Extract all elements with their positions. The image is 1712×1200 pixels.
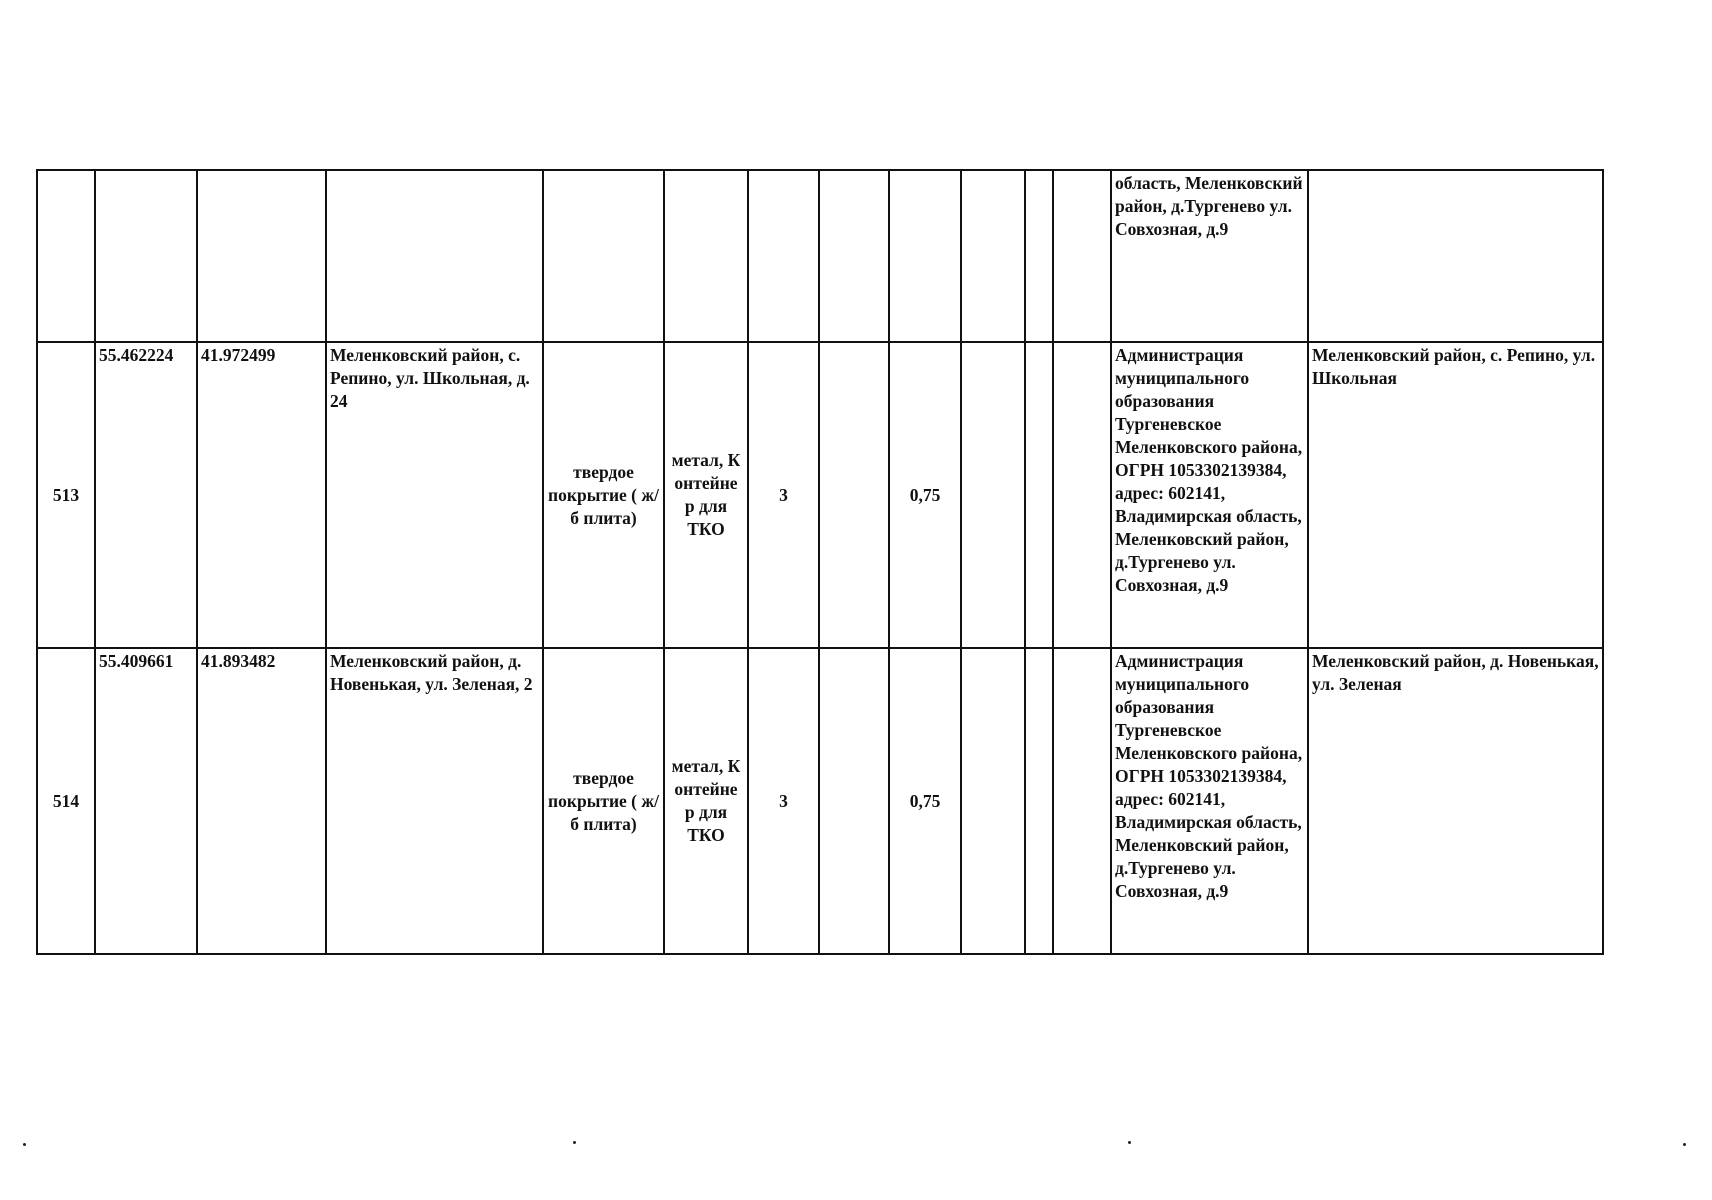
cell-surface: твердое покрытие ( ж/б плита) <box>543 648 664 954</box>
cell-owner: Администрация муниципального образования Тургеневское Меленковского района, ОГРН 1053302139384, адрес: 602141, Владимирская область, Меленковский район, д.Тургенево ул. Совхозная, д.9 <box>1111 648 1308 954</box>
cell-container-count: 3 <box>748 342 819 648</box>
cell-number: 513 <box>37 342 95 648</box>
cell-empty <box>961 648 1025 954</box>
cell-empty <box>1025 170 1053 342</box>
cell-address: Меленковский район, с. Репино, ул. Школьная, д. 24 <box>326 342 543 648</box>
cell-surface <box>543 170 664 342</box>
cell-owner: область, Меленковский район, д.Тургенево ул. Совхозная, д.9 <box>1111 170 1308 342</box>
cell-address <box>326 170 543 342</box>
container-sites-table <box>36 169 1604 955</box>
cell-surface: твердое покрытие ( ж/б плита) <box>543 342 664 648</box>
scan-speck <box>23 1143 26 1146</box>
cell-volume <box>889 170 961 342</box>
cell-empty <box>819 170 889 342</box>
cell-container-type <box>664 170 748 342</box>
cell-container-type: метал, К онтейне р для ТКО <box>664 648 748 954</box>
scan-speck <box>1683 1143 1686 1146</box>
scan-speck <box>1128 1141 1131 1144</box>
cell-empty <box>819 342 889 648</box>
cell-waste-source: Меленковский район, д. Новенькая, ул. Зеленая <box>1308 648 1603 954</box>
table-row <box>37 342 1603 648</box>
cell-owner: Администрация муниципального образования Тургеневское Меленковского района, ОГРН 1053302139384, адрес: 602141, Владимирская область, Меленковский район, д.Тургенево ул. Совхозная, д.9 <box>1111 342 1308 648</box>
cell-volume: 0,75 <box>889 648 961 954</box>
cell-number: 514 <box>37 648 95 954</box>
cell-number <box>37 170 95 342</box>
cell-empty <box>1053 342 1111 648</box>
cell-waste-source <box>1308 170 1603 342</box>
cell-container-type: метал, К онтейне р для ТКО <box>664 342 748 648</box>
cell-latitude: 55.409661 <box>95 648 197 954</box>
cell-empty <box>1053 170 1111 342</box>
cell-container-count <box>748 170 819 342</box>
cell-empty <box>1025 648 1053 954</box>
cell-empty <box>1053 648 1111 954</box>
cell-empty <box>961 342 1025 648</box>
cell-container-count: 3 <box>748 648 819 954</box>
scan-speck <box>573 1141 576 1144</box>
cell-empty <box>1025 342 1053 648</box>
cell-longitude: 41.972499 <box>197 342 326 648</box>
cell-waste-source: Меленковский район, с. Репино, ул. Школьная <box>1308 342 1603 648</box>
cell-volume: 0,75 <box>889 342 961 648</box>
cell-empty <box>819 648 889 954</box>
cell-address: Меленковский район, д. Новенькая, ул. Зеленая, 2 <box>326 648 543 954</box>
table-row <box>37 648 1603 954</box>
cell-empty <box>961 170 1025 342</box>
cell-latitude <box>95 170 197 342</box>
table-row <box>37 170 1603 342</box>
cell-longitude: 41.893482 <box>197 648 326 954</box>
cell-longitude <box>197 170 326 342</box>
cell-latitude: 55.462224 <box>95 342 197 648</box>
